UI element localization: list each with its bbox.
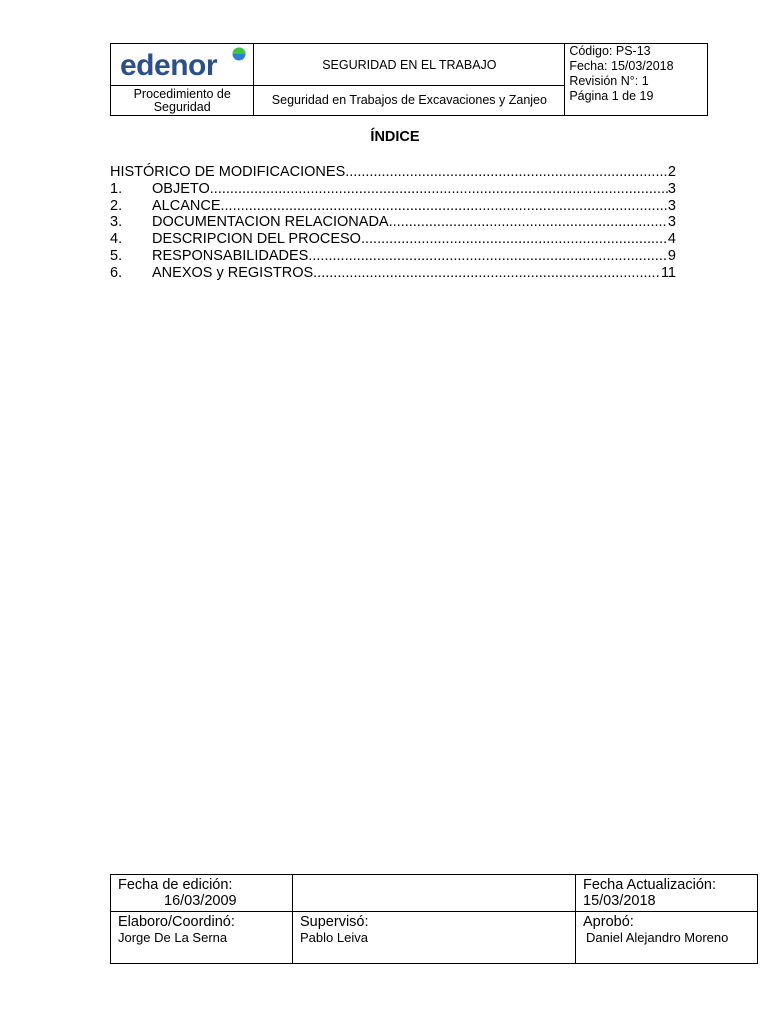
toc-entry[interactable] [110,265,676,282]
toc-entry-number: 2. [110,197,123,214]
toc-entry-label: OBJETO [152,180,210,197]
toc-entry[interactable] [110,181,676,198]
toc-entry-number: 6. [110,264,123,281]
elaboro-label: Elaboro/Coordinó: [118,914,235,930]
toc-leader-dots [221,198,668,215]
fecha: Fecha: 15/03/2018 [569,59,674,73]
toc-leader-dots [389,214,668,231]
header-meta [565,44,708,116]
fecha-actualizacion-label: Fecha Actualización: [583,877,716,893]
elaboro-value: Jorge De La Serna [118,930,228,945]
fecha-edicion-value: 16/03/2009 [164,893,237,909]
toc-entry-page: 3 [667,197,676,214]
fecha-actualizacion-value: 15/03/2018 [583,893,656,909]
toc-entry-page: 3 [667,214,676,231]
fecha-edicion-cell [111,875,293,912]
fecha-edicion-label: Fecha de edición: [118,877,233,893]
toc-entry[interactable] [110,231,676,248]
toc-entry[interactable] [110,164,676,181]
toc-entry-label: DOCUMENTACION RELACIONADA [152,214,389,231]
header-subtitle: Seguridad en Trabajos de Excavaciones y Zanjeo [254,86,565,116]
toc-entry-page: 11 [660,264,676,281]
toc-entry-number: 3. [110,214,123,231]
toc-leader-dots [361,231,668,248]
toc-entry-page: 4 [667,231,676,248]
document-header [110,43,708,116]
toc-entry[interactable] [110,214,676,231]
toc-entry-page: 2 [667,164,676,180]
elaboro-cell [111,912,293,964]
toc-leader-dots [313,265,661,282]
logo-dot-icon [232,47,246,61]
toc-entry-number: 1. [110,180,123,197]
aprobo-label: Aprobó: [583,914,634,930]
header-title: SEGURIDAD EN EL TRABAJO [254,44,565,86]
superviso-cell [293,912,576,964]
toc-leader-dots [308,248,668,265]
toc-entry-label: DESCRIPCION DEL PROCESO [152,231,361,248]
edenor-logo: edenor [120,49,218,82]
index-title: ÍNDICE [370,129,420,145]
empty-cell [293,875,576,912]
superviso-label: Supervisó: [300,914,369,930]
aprobo-cell [576,912,758,964]
toc-entry-label: HISTÓRICO DE MODIFICACIONES [110,164,346,180]
toc-leader-dots [345,164,668,181]
doc-type [111,86,254,116]
toc-entry-label: ALCANCE [152,197,221,214]
aprobo-value: Daniel Alejandro Moreno [586,930,729,945]
superviso-value: Pablo Leiva [300,930,368,945]
codigo: Código: PS-13 [569,44,651,58]
toc-entry[interactable] [110,198,676,215]
revision: Revisión N°: 1 [569,74,649,88]
pagina: Página 1 de 19 [569,89,654,103]
toc-leader-dots [210,181,668,198]
table-of-contents [110,164,676,282]
toc-entry[interactable] [110,248,676,265]
fecha-actualizacion-cell [576,875,758,912]
toc-entry-page: 9 [667,247,676,264]
toc-entry-label: ANEXOS y REGISTROS [152,264,314,281]
doc-type-label: Procedimiento de Seguridad [133,86,231,114]
toc-entry-page: 3 [667,180,676,197]
toc-entry-number: 4. [110,231,123,248]
logo-cell [111,44,254,86]
toc-entry-number: 5. [110,247,123,264]
toc-entry-label: RESPONSABILIDADES [152,247,309,264]
document-footer [110,874,758,964]
